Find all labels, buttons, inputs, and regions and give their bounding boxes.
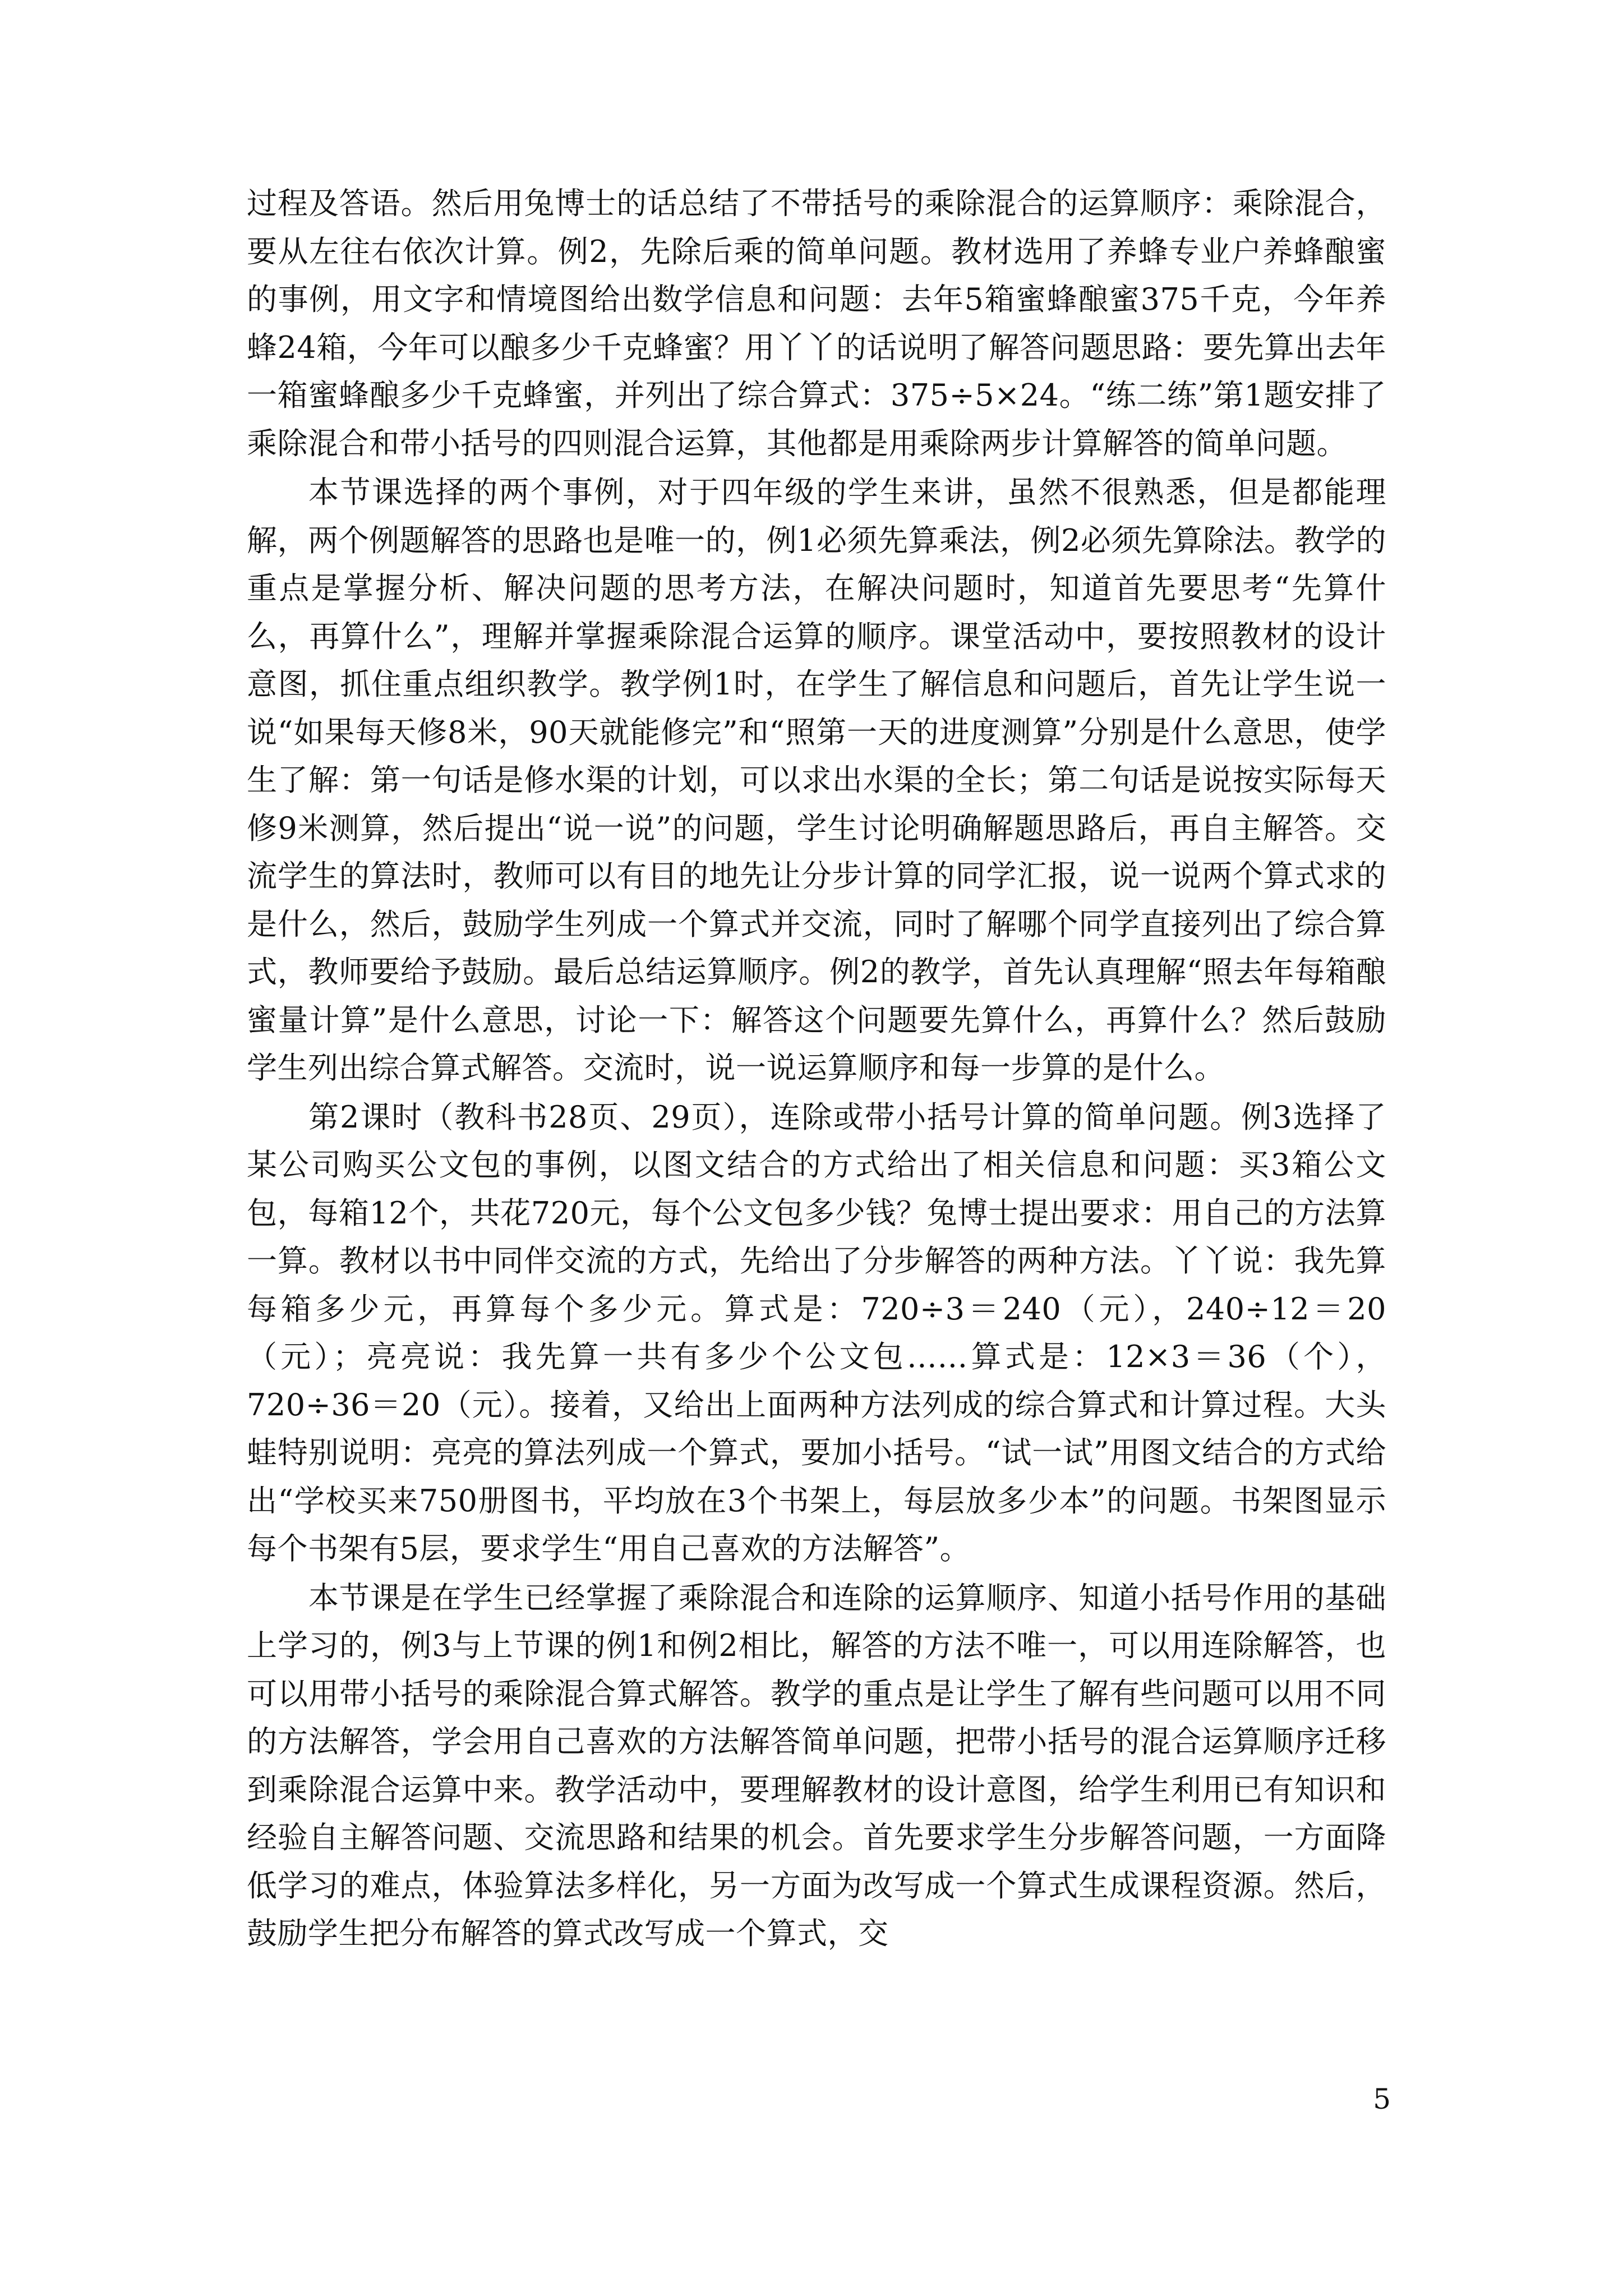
paragraph-second-lesson: 第2课时（教科书28页、29页），连除或带小括号计算的简单问题。例3选择了某公司购买公文包的事例，以图文结合的方式给出了相关信息和问题：买3箱公文包，每箱12个，共花720元，每个公文包多少钱？兔博士提出要求：用自己的方法算一算。教材以书中同伴交流的方式，先给出了分步解答的两种方法。丫丫说：我先算每箱多少元，再算每个多少元。算式是：720÷3＝240（元），240÷12＝20（元）；亮亮说：我先算一共有多少个公文包……算式是：12×3＝36（个），720÷36＝20（元）。接着，又给出上面两种方法列成的综合算式和计算过程。大头蛙特别说明：亮亮的算法列成一个算式，要加小括号。“试一试”用图文结合的方式给出“学校买来750册图书，平均放在3个书架上，每层放多少本”的问题。书架图显示每个书架有5层，要求学生“用自己喜欢的方法解答”。 (247, 1099, 1386, 1566)
paragraph-continued: 过程及答语。然后用兔博士的话总结了不带括号的乘除混合的运算顺序：乘除混合，要从左往右依次计算。例2，先除后乘的简单问题。教材选用了养蜂专业户养蜂酿蜜的事例，用文字和情境图给出数学信息和问题：去年5箱蜜蜂酿蜜375千克，今年养蜂24箱，今年可以酿多少千克蜂蜜？用丫丫的话说明了解答问题思路：要先算出去年一箱蜜蜂酿多少千克蜂蜜，并列出了综合算式：375÷5×24。“练二练”第1题安排了乘除混合和带小括号的四则混合运算，其他都是用乘除两步计算解答的简单问题。 (247, 186, 1386, 461)
paragraph-lesson-analysis: 本节课选择的两个事例，对于四年级的学生来讲，虽然不很熟悉，但是都能理解，两个例题解答的思路也是唯一的，例1必须先算乘法，例2必须先算除法。教学的重点是掌握分析、解决问题的思考方法，在解决问题时，知道首先要思考“先算什么，再算什么”，理解并掌握乘除混合运算的顺序。课堂活动中，要按照教材的设计意图，抓住重点组织教学。教学例1时，在学生了解信息和问题后，首先让学生说一说“如果每天修8米，90天就能修完”和“照第一天的进度测算”分别是什么意思，使学生了解：第一句话是修水渠的计划，可以求出水渠的全长；第二句话是说按实际每天修9米测算，然后提出“说一说”的问题，学生讨论明确解题思路后，再自主解答。交流学生的算法时，教师可以有目的地先让分步计算的同学汇报，说一说两个算式求的是什么，然后，鼓励学生列成一个算式并交流，同时了解哪个同学直接列出了综合算式，教师要给予鼓励。最后总结运算顺序。例2的教学，首先认真理解“照去年每箱酿蜜量计算”是什么意思，讨论一下：解答这个问题要先算什么，再算什么？然后鼓励学生列出综合算式解答。交流时，说一说运算顺序和每一步算的是什么。 (247, 475, 1386, 1085)
paragraph-lesson-focus: 本节课是在学生已经掌握了乘除混合和连除的运算顺序、知道小括号作用的基础上学习的，例3与上节课的例1和例2相比，解答的方法不唯一，可以用连除解答，也可以用带小括号的乘除混合算式解答。教学的重点是让学生了解有些问题可以用不同的方法解答，学会用自己喜欢的方法解答简单问题，把带小括号的混合运算顺序迁移到乘除混合运算中来。教学活动中，要理解教材的设计意图，给学生利用已有知识和经验自主解答问题、交流思路和结果的机会。首先要求学生分步解答问题，一方面降低学习的难点，体验算法多样化，另一方面为改写成一个算式生成课程资源。然后，鼓励学生把分布解答的算式改写成一个算式，交 (247, 1580, 1386, 1951)
body-text (247, 180, 1386, 1958)
page-number: 5 (1373, 2083, 1391, 2115)
